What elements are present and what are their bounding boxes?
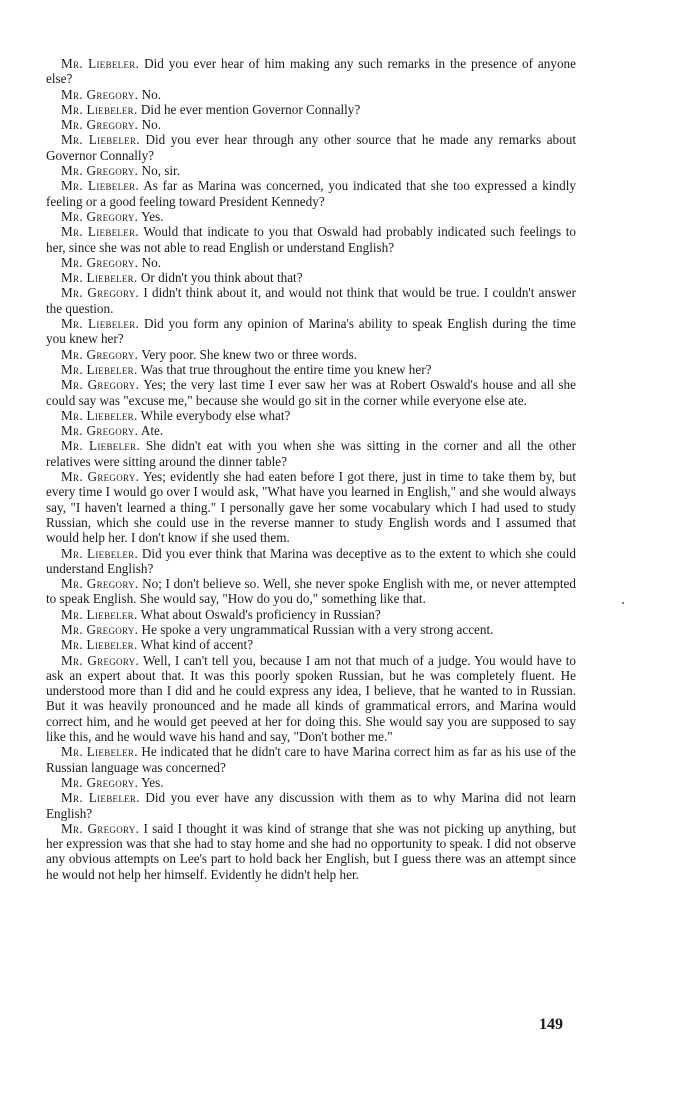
transcript-paragraph <box>46 209 576 224</box>
transcript-paragraph <box>46 408 576 423</box>
testimony-text: Yes; the very last time I ever saw her was at Robert Oswald's house and all she could say was "excuse me," because she would go sit in the corner while everyone else ate. <box>46 377 576 408</box>
speaker-label: Mr. Gregory. <box>61 254 139 270</box>
speaker-label: Mr. Gregory. <box>61 346 139 362</box>
testimony-text: Or didn't you think about that? <box>140 270 303 286</box>
speaker-label: Mr. Liebeler. <box>61 224 139 240</box>
transcript-paragraph <box>46 576 576 607</box>
speaker-label: Mr. Gregory. <box>61 86 139 102</box>
transcript-paragraph <box>46 377 576 408</box>
transcript-paragraph <box>46 653 576 745</box>
testimony-text: I didn't think about it, and would not think that would be true. I couldn't answer the question. <box>46 285 577 316</box>
speaker-label: Mr. Gregory. <box>61 163 139 179</box>
transcript-paragraph <box>46 270 576 285</box>
transcript-paragraph <box>46 347 576 362</box>
testimony-text: No. <box>141 117 161 133</box>
testimony-text: Did he ever mention Governor Connally? <box>140 101 361 117</box>
speaker-label: Mr. Liebeler. <box>61 545 139 561</box>
testimony-text: Did you ever have any discussion with them as to why Marina did not learn English? <box>46 790 576 821</box>
speaker-label: Mr. Liebeler. <box>61 101 138 117</box>
scan-speck <box>622 602 624 604</box>
transcript-paragraph <box>46 224 576 255</box>
testimony-text: What about Oswald's proficiency in Russian? <box>140 606 381 622</box>
transcript-paragraph <box>46 607 576 622</box>
transcript-paragraph <box>46 438 576 469</box>
testimony-text: Yes. <box>141 774 164 790</box>
testimony-text: While everybody else what? <box>140 407 291 423</box>
speaker-label: Mr. Liebeler. <box>61 606 138 622</box>
testimony-text: I said I thought it was kind of strange that she was not picking up anything, but her expression was that she had to stay home and she had no opportunity to speak. I did not observe any obvious attempts on Lee's part to hold back her English, but I guess there was an attempt since he would not help her himself. Evidently he didn't help her. <box>46 820 577 882</box>
testimony-text: What kind of accent? <box>140 637 254 653</box>
speaker-label: Mr. Gregory. <box>61 652 140 668</box>
testimony-text: Yes. <box>141 208 164 224</box>
speaker-label: Mr. Liebeler. <box>61 316 140 332</box>
speaker-label: Mr. Gregory. <box>61 377 140 393</box>
testimony-text: No; I don't believe so. Well, she never spoke English with me, or never attempted to speak English. She would say, "How do you do," something like that. <box>46 576 577 607</box>
transcript-paragraph <box>46 178 576 209</box>
speaker-label: Mr. Liebeler. <box>61 270 138 286</box>
testimony-text: He indicated that he didn't care to have Marina correct him as far as his use of the Russian language was concerned? <box>46 744 577 775</box>
testimony-text: He spoke a very ungrammatical Russian with a very strong accent. <box>141 621 494 637</box>
speaker-label: Mr. Gregory. <box>61 621 139 637</box>
speaker-label: Mr. Gregory. <box>61 820 140 836</box>
speaker-label: Mr. Liebeler. <box>61 790 140 806</box>
transcript-paragraph <box>46 117 576 132</box>
testimony-text: Very poor. She knew two or three words. <box>141 346 358 362</box>
speaker-label: Mr. Liebeler. <box>61 132 140 148</box>
testimony-text: Did you ever think that Marina was deceptive as to the extent to which she could understand English? <box>46 545 576 576</box>
speaker-label: Mr. Liebeler. <box>61 438 141 454</box>
speaker-label: Mr. Liebeler. <box>61 361 138 377</box>
speaker-label: Mr. Gregory. <box>61 285 140 301</box>
transcript-page <box>46 56 576 882</box>
transcript-paragraph <box>46 316 576 347</box>
speaker-label: Mr. Liebeler. <box>61 178 140 194</box>
transcript-paragraph <box>46 163 576 178</box>
speaker-label: Mr. Gregory. <box>61 576 139 592</box>
testimony-text: Well, I can't tell you, because I am not that much of a judge. You would have to ask an expert about that. It was this poorly spoken Russian, but he was completely fluent. He understood more than I did and he could express any idea, I believe, that he wanted to in Russian. But it was heavily pronounced and he made all kinds of grammatical errors, and Marina would correct him, and he would get peeved at her for doing this. She would say you are supposed to say like this, and he would wave his hand and say, "Don't bother me." <box>46 652 577 745</box>
testimony-text: No, sir. <box>141 163 181 179</box>
speaker-label: Mr. Gregory. <box>61 774 139 790</box>
testimony-text: No. <box>141 86 161 102</box>
testimony-text: Was that true throughout the entire time you knew her? <box>140 361 432 377</box>
transcript-paragraph <box>46 469 576 545</box>
testimony-text: Would that indicate to you that Oswald had probably indicated such feelings to her, since she was not able to read English or understand English? <box>46 224 576 255</box>
transcript-paragraph <box>46 132 576 163</box>
testimony-text: As far as Marina was concerned, you indicated that she too expressed a kindly feeling or a good feeling toward President Kennedy? <box>46 178 576 209</box>
testimony-text: Ate. <box>140 423 164 439</box>
testimony-text: She didn't eat with you when she was sitting in the corner and all the other relatives were sitting around the dinner table? <box>46 438 577 469</box>
testimony-text: Did you ever hear of him making any such remarks in the presence of anyone else? <box>46 56 577 87</box>
transcript-paragraph <box>46 423 576 438</box>
transcript-paragraph <box>46 775 576 790</box>
speaker-label: Mr. Gregory. <box>61 117 139 133</box>
testimony-text: Did you ever hear through any other source that he made any remarks about Governor Connally? <box>46 132 577 163</box>
speaker-label: Mr. Gregory. <box>61 208 139 224</box>
transcript-paragraph <box>46 255 576 270</box>
transcript-paragraph <box>46 744 576 775</box>
testimony-text: No. <box>141 254 161 270</box>
transcript-paragraph <box>46 56 576 87</box>
transcript-paragraph <box>46 87 576 102</box>
transcript-paragraph <box>46 546 576 577</box>
testimony-text: Did you form any opinion of Marina's ability to speak English during the time you knew her? <box>46 316 577 347</box>
testimony-text: Yes; evidently she had eaten before I got there, just in time to take them by, but every time I would go over I would ask, "What have you learned in English," and she would always say, "I haven't learned a thing." I personally gave her some vocabulary which I had used to study Russian, which she could use in the reverse manner to study English words and I assumed that would help her. I don't know if she used them. <box>46 469 576 546</box>
speaker-label: Mr. Liebeler. <box>61 56 140 71</box>
transcript-paragraph <box>46 362 576 377</box>
transcript-paragraph <box>46 102 576 117</box>
transcript-paragraph <box>46 637 576 652</box>
speaker-label: Mr. Liebeler. <box>61 744 138 760</box>
page-number: 149 <box>539 1016 563 1033</box>
transcript-paragraph <box>46 285 576 316</box>
transcript-paragraph <box>46 790 576 821</box>
speaker-label: Mr. Liebeler. <box>61 637 138 653</box>
speaker-label: Mr. Liebeler. <box>61 407 138 423</box>
speaker-label: Mr. Gregory. <box>61 423 139 439</box>
speaker-label: Mr. Gregory. <box>61 469 140 485</box>
transcript-paragraph <box>46 622 576 637</box>
transcript-paragraph <box>46 821 576 882</box>
